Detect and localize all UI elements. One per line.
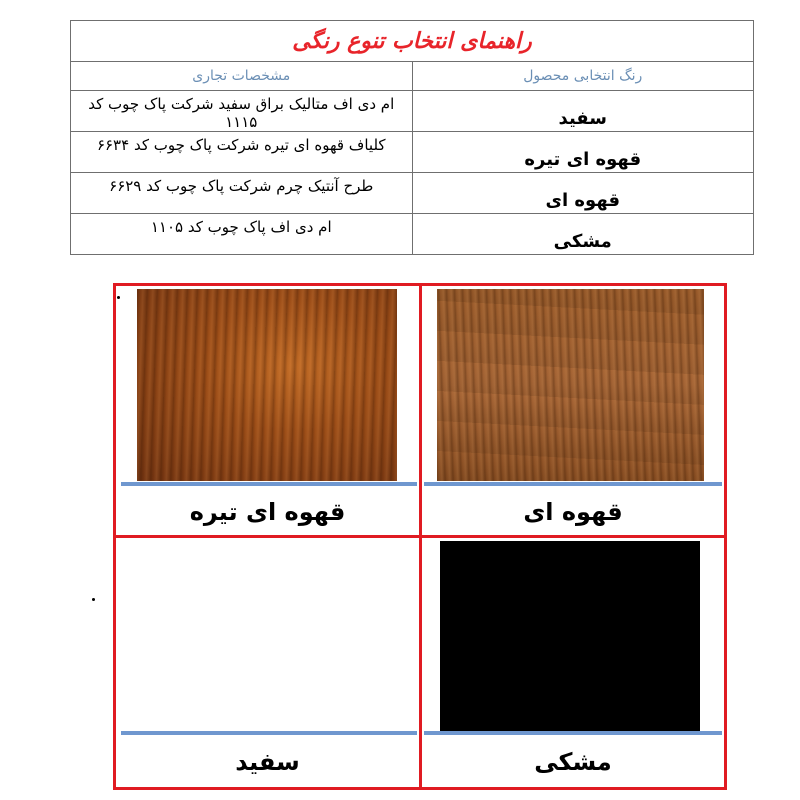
stray-dot — [92, 598, 95, 601]
swatch-cell-dark-brown — [116, 286, 419, 535]
swatch-divider — [121, 731, 417, 735]
table-row — [71, 173, 754, 214]
row-color: سفید — [412, 91, 754, 132]
row-spec: ام دی اف متالیک براق سفید شرکت پاک چوب کد ۱۱۱۵ — [71, 91, 413, 132]
swatch-cell-black — [422, 538, 724, 787]
swatch-label-black: مشکی — [534, 748, 612, 776]
swatch-label-dark-brown: قهوه ای تیره — [189, 498, 346, 526]
swatch-divider — [424, 482, 722, 486]
swatch-divider — [424, 731, 722, 735]
brown-wood-swatch — [437, 289, 704, 481]
dark-brown-wood-swatch — [137, 289, 397, 481]
table-row — [71, 214, 754, 255]
color-guide-table — [70, 20, 754, 255]
table-title: راهنمای انتخاب تنوع رنگی — [71, 21, 754, 62]
swatch-grid — [113, 283, 727, 790]
swatch-label-white: سفید — [235, 748, 300, 776]
header-spec: مشخصات تجاری — [71, 62, 413, 91]
row-spec: ام دی اف پاک چوب کد ۱۱۰۵ — [71, 214, 413, 255]
header-color: رنگ انتخابی محصول — [412, 62, 754, 91]
swatch-cell-brown — [422, 286, 724, 535]
swatch-label-brown: قهوه ای — [523, 498, 623, 526]
row-color: قهوه ای — [412, 173, 754, 214]
row-spec: کلیاف قهوه ای تیره شرکت پاک چوب کد ۶۶۳۴ — [71, 132, 413, 173]
row-color: قهوه ای تیره — [412, 132, 754, 173]
white-swatch — [137, 541, 397, 731]
swatch-divider — [121, 482, 417, 486]
row-color: مشکی — [412, 214, 754, 255]
swatch-cell-white — [116, 538, 419, 787]
row-spec: طرح آنتیک چرم شرکت پاک چوب کد ۶۶۲۹ — [71, 173, 413, 214]
table-row — [71, 132, 754, 173]
black-swatch — [440, 541, 700, 731]
table-row — [71, 91, 754, 132]
